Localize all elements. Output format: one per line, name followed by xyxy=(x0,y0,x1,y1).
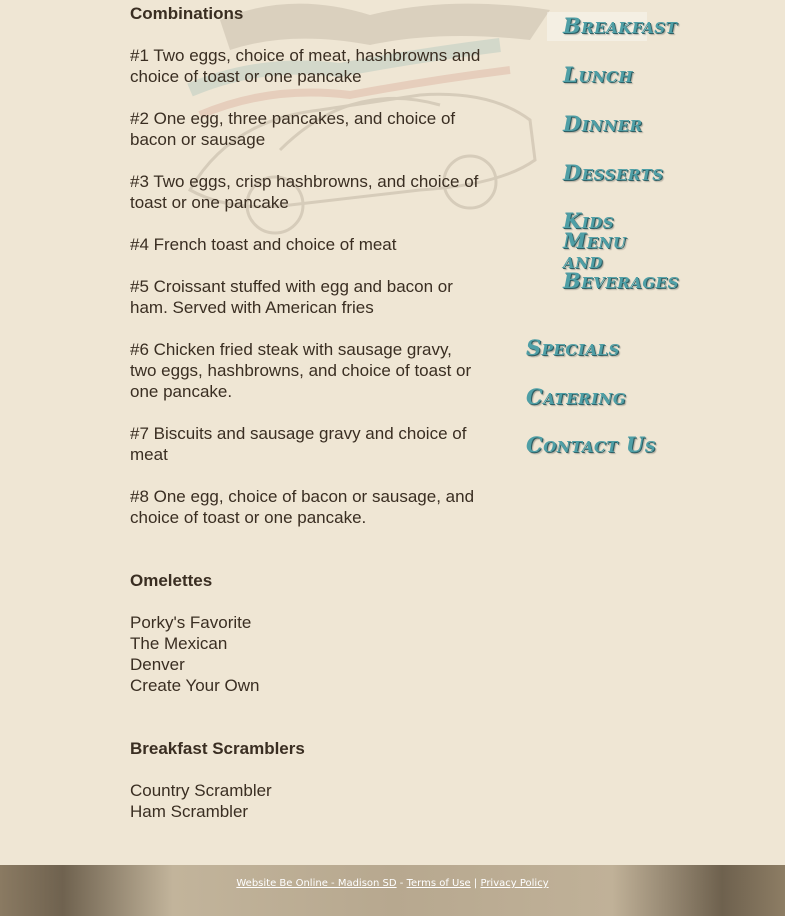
footer-separator: | xyxy=(473,878,478,889)
combo-item-1: #1 Two eggs, choice of meat, hashbrowns and choice of toast or one pancake xyxy=(130,46,481,86)
nav-breakfast[interactable]: Breakfast xyxy=(563,13,678,38)
nav-kids-line3[interactable]: and xyxy=(563,248,603,273)
scrambler-item: Ham Scrambler xyxy=(130,802,249,821)
nav-lunch[interactable]: Lunch xyxy=(563,62,634,87)
combo-item-5: #5 Croissant stuffed with egg and bacon or ham. Served with American fries xyxy=(130,277,453,317)
footer xyxy=(0,865,785,916)
combo-item-6: #6 Chicken fried steak with sausage gravy, two eggs, hashbrowns, and choice of toast or one pancake. xyxy=(130,340,472,401)
combo-item-3: #3 Two eggs, crisp hashbrowns, and choice of toast or one pancake xyxy=(130,172,479,212)
combo-item-8: #8 One egg, choice of bacon or sausage, and choice of toast or one pancake. xyxy=(130,487,475,527)
footer-credit-link[interactable]: Website Be Online - Madison SD xyxy=(236,878,397,889)
footer-separator: - xyxy=(399,878,404,889)
omelette-item: Create Your Own xyxy=(130,676,260,695)
omelette-item: Porky's Favorite xyxy=(130,613,252,632)
omelette-item: The Mexican xyxy=(130,634,228,653)
omelette-item: Denver xyxy=(130,655,185,674)
combo-item-7: #7 Biscuits and sausage gravy and choice of meat xyxy=(130,424,467,464)
footer-privacy-link[interactable]: Privacy Policy xyxy=(480,878,549,889)
nav-contact-us[interactable]: Contact Us xyxy=(526,432,657,457)
nav-dinner[interactable]: Dinner xyxy=(563,111,643,136)
section-heading-combinations: Combinations xyxy=(130,4,244,23)
nav-kids-line4[interactable]: Beverages xyxy=(563,268,679,293)
nav-catering[interactable]: Catering xyxy=(526,384,627,409)
section-heading-scramblers: Breakfast Scramblers xyxy=(130,739,305,758)
nav-specials[interactable]: Specials xyxy=(526,335,620,360)
nav-kids-line2[interactable]: Menu xyxy=(563,228,627,253)
section-heading-omelettes: Omelettes xyxy=(130,571,213,590)
scrambler-item: Country Scrambler xyxy=(130,781,272,800)
combo-item-2: #2 One egg, three pancakes, and choice of bacon or sausage xyxy=(130,109,456,149)
nav-desserts[interactable]: Desserts xyxy=(563,160,664,185)
combo-item-4: #4 French toast and choice of meat xyxy=(130,235,397,254)
footer-links xyxy=(0,878,785,889)
nav-kids-line1[interactable]: Kids xyxy=(563,208,615,233)
footer-terms-link[interactable]: Terms of Use xyxy=(406,878,471,889)
